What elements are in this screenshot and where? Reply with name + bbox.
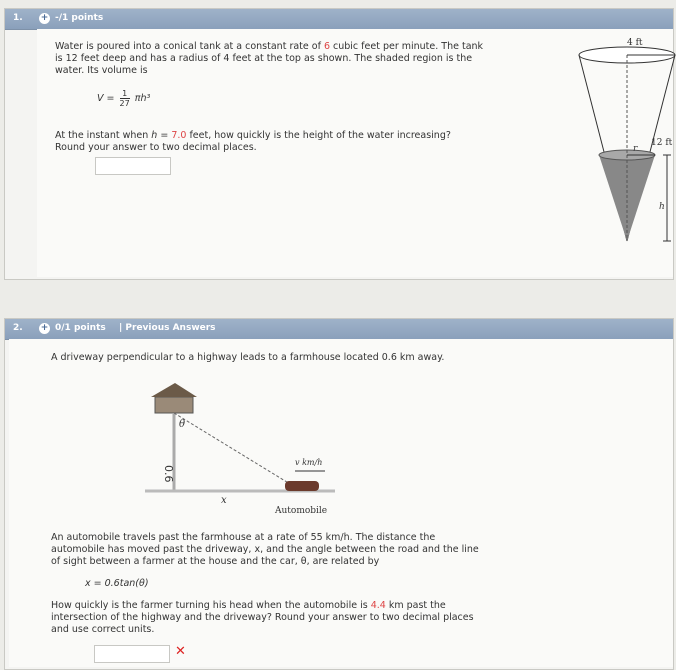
formula-lhs: V = <box>97 93 115 104</box>
previous-answers-link[interactable]: | Previous Answers <box>119 323 216 333</box>
q2-text: An automobile travels past the farmhouse at a rate of 55 km/h. The distance the <box>51 532 436 543</box>
question-1-header <box>5 9 673 30</box>
question-2-header <box>5 319 673 340</box>
points-label: 0/1 points <box>55 323 106 333</box>
r-label: r <box>633 144 638 154</box>
question-1-panel <box>4 8 674 280</box>
q2-text: intersection of the highway and the driveway? Round your answer to two decimal places <box>51 612 474 623</box>
car-icon <box>285 481 319 491</box>
farmhouse-icon <box>155 397 193 413</box>
question-2-body <box>9 339 673 667</box>
q2-text: km past the <box>385 600 446 611</box>
q1-text: is 12 feet deep and has a radius of 4 feet at the top as shown. The shaded region is the <box>55 53 473 64</box>
q2-text: automobile has moved past the driveway, x, and the angle between the road and the line <box>51 544 479 555</box>
answer-input[interactable] <box>94 645 170 663</box>
q2-text: of sight between a farmer at the house and the car, θ, are related by <box>51 556 380 567</box>
distance-label: 0.6 <box>162 465 175 483</box>
q1-text: At the instant when <box>55 130 152 141</box>
rate-value: 6 <box>323 41 330 52</box>
formula-denominator: 27 <box>119 99 130 108</box>
h-label: h <box>659 202 665 212</box>
q2-text: How quickly is the farmer turning his head when the automobile is <box>51 600 371 611</box>
q1-text: Round your answer to two decimal places. <box>55 142 257 153</box>
relation-formula: x = 0.6tan(θ) <box>85 578 149 589</box>
farmhouse-roof <box>151 383 197 397</box>
question-2-panel <box>4 318 674 670</box>
points-label: -/1 points <box>55 13 104 23</box>
theta-label: θ <box>179 419 186 430</box>
farmhouse-diagram <box>135 379 335 529</box>
height-label: 12 ft <box>651 138 673 148</box>
formula-numerator: 1 <box>120 89 130 99</box>
expand-icon[interactable]: + <box>40 323 49 333</box>
answer-input[interactable] <box>95 157 171 175</box>
formula-rhs: πh³ <box>134 93 151 104</box>
volume-formula <box>97 89 150 108</box>
question-1-body <box>37 29 673 277</box>
expand-icon[interactable]: + <box>40 13 49 23</box>
q1-paragraph-2 <box>55 130 451 154</box>
cone-diagram <box>567 33 676 263</box>
speed-label: v km/h <box>295 458 323 467</box>
distance-value: 4.4 <box>370 600 386 611</box>
q1-paragraph-1 <box>55 41 483 77</box>
h-variable: h <box>151 130 158 141</box>
q2-paragraph-1 <box>51 532 479 568</box>
h-value: 7.0 <box>171 130 187 141</box>
automobile-label: Automobile <box>275 506 328 516</box>
q2-paragraph-2 <box>51 600 474 636</box>
top-radius-label: 4 ft <box>627 38 643 48</box>
question-number: 1. <box>13 13 23 23</box>
q1-text: Water is poured into a conical tank at a constant rate of <box>55 41 324 52</box>
q2-intro: A driveway perpendicular to a highway leads to a farmhouse located 0.6 km away. <box>51 352 445 363</box>
question-number: 2. <box>13 323 23 333</box>
line-of-sight <box>174 413 295 487</box>
q1-text: = <box>157 130 172 141</box>
q1-text: feet, how quickly is the height of the water increasing? <box>186 130 451 141</box>
q2-text: and use correct units. <box>51 624 155 635</box>
incorrect-icon: ✕ <box>175 644 186 659</box>
q1-text: water. Its volume is <box>55 65 148 76</box>
q1-text: cubic feet per minute. The tank <box>329 41 484 52</box>
x-label: x <box>221 495 227 506</box>
